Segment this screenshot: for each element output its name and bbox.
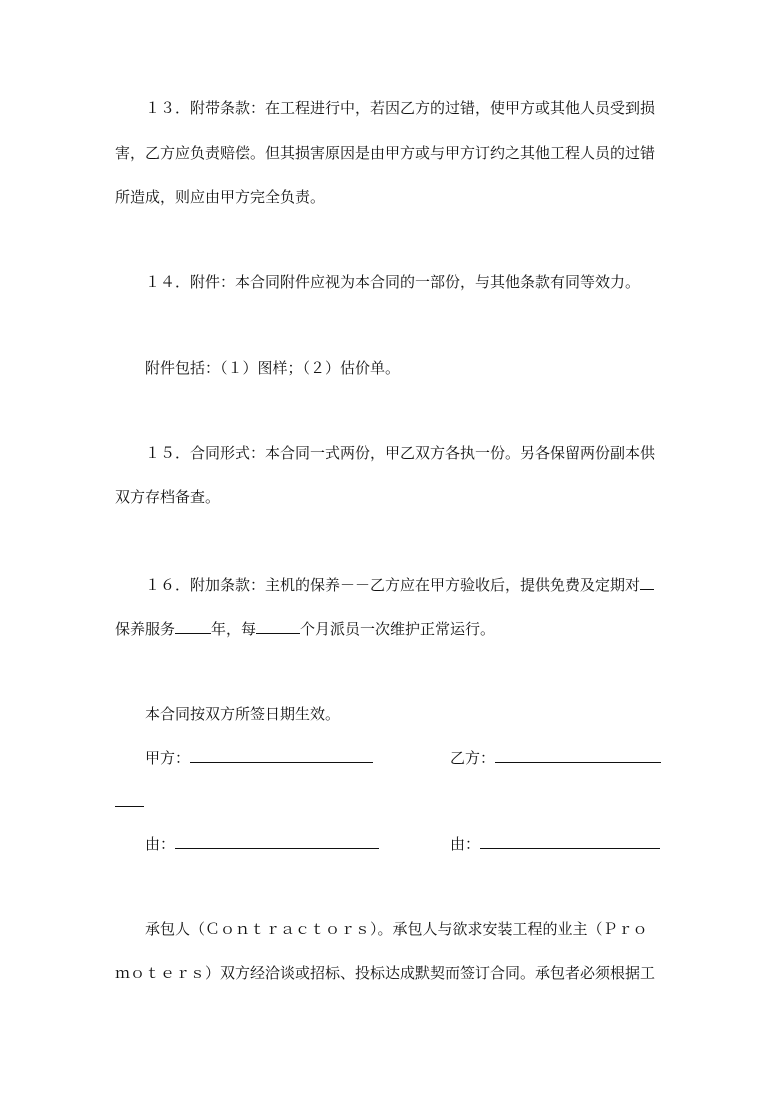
party-b-signature-continuation — [115, 792, 144, 812]
party-a-signature-field[interactable] — [190, 748, 373, 763]
by-a-signature-field[interactable] — [175, 834, 379, 849]
party-b-signature — [450, 748, 661, 768]
effective-statement: 本合同按双方所签日期生效。 — [145, 705, 341, 723]
blank-field-service-target[interactable] — [640, 575, 654, 590]
clause-16-line-1 — [145, 575, 654, 595]
by-a-label: 由： — [145, 835, 176, 853]
clause-13-line-3: 所造成，则应由甲方完全负责。 — [115, 188, 326, 206]
attachments-line: 附件包括：（１）图样；（２）估价单。 — [145, 359, 401, 377]
glossary-line-2: ｍｏｔｅｒｓ）双方经洽谈或招标、投标达成默契而签订合同。承包者必须根据工 — [115, 964, 656, 982]
party-b-signature-field[interactable] — [495, 748, 661, 763]
clause-16-text-b: 年，每 — [211, 620, 257, 638]
clause-16-text-c: 个月派员一次维护正常运行。 — [300, 620, 496, 638]
clause-14-line-1: １４．附件：本合同附件应视为本合同的一部份，与其他条款有同等效力。 — [145, 273, 641, 291]
clause-15-line-1: １５．合同形式：本合同一式两份，甲乙双方各执一份。另各保留两份副本供 — [145, 444, 656, 462]
clause-13-line-1: １３．附带条款：在工程进行中，若因乙方的过错，使甲方或其他人员受到损 — [145, 99, 656, 117]
by-b-signature — [450, 834, 660, 854]
clause-15-line-2: 双方存档备查。 — [115, 488, 221, 506]
party-b-label: 乙方： — [450, 749, 496, 767]
clause-16-text: １６．附加条款：主机的保养－－乙方应在甲方验收后，提供免费及定期对 — [145, 576, 641, 594]
party-a-signature — [145, 748, 373, 768]
by-a-signature — [145, 834, 379, 854]
by-b-label: 由： — [450, 835, 481, 853]
party-b-signature-field-wrap[interactable] — [115, 792, 144, 807]
clause-16-text-a: 保养服务 — [115, 620, 176, 638]
party-a-label: 甲方： — [145, 749, 191, 767]
clause-16-line-2 — [115, 619, 495, 639]
blank-field-years[interactable] — [175, 619, 211, 634]
by-b-signature-field[interactable] — [480, 834, 660, 849]
clause-13-line-2: 害，乙方应负责赔偿。但其损害原因是由甲方或与甲方订约之其他工程人员的过错 — [115, 144, 656, 162]
glossary-line-1: 承包人（Ｃｏｎｔｒａｃｔｏｒｓ）。承包人与欲求安装工程的业主（Ｐｒｏ — [145, 920, 648, 938]
blank-field-months[interactable] — [256, 619, 300, 634]
